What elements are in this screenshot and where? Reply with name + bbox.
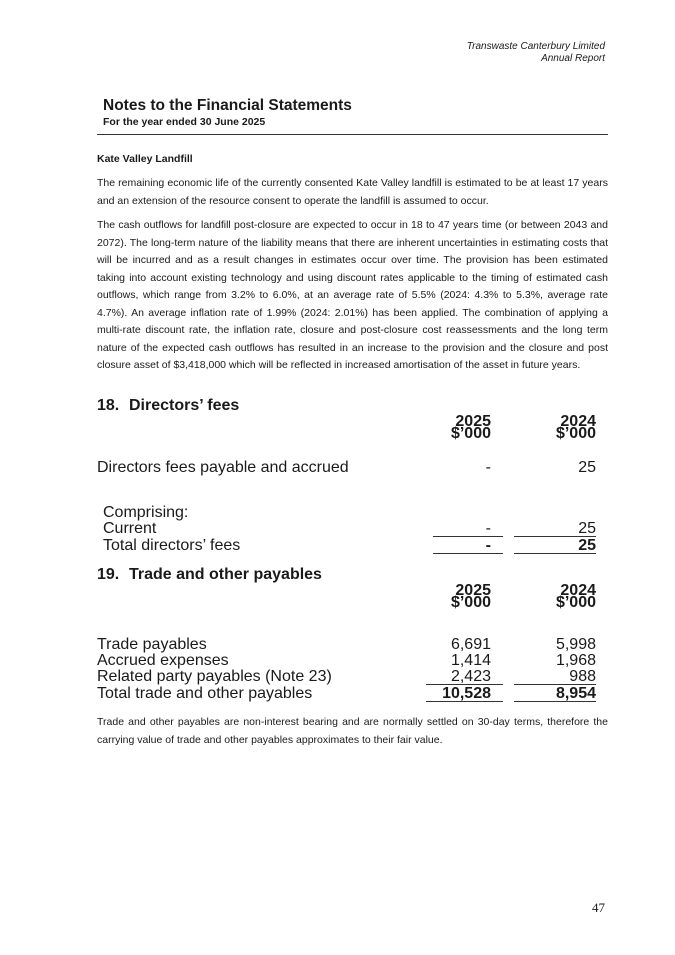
value-2025: 2,423	[450, 668, 491, 685]
page-title: Notes to the Financial Statements	[103, 97, 352, 114]
col-2025-header	[419, 582, 491, 611]
trade-payables-table	[97, 582, 608, 705]
trade-payables-footnote: Trade and other payables are non-interest bearing and are normally settled on 30-day terms, therefore the carrying value of trade and other payables approximates to their fair value.	[97, 716, 608, 746]
col-2025-year: 2025	[455, 413, 491, 430]
subtotal-rule-2025	[433, 536, 503, 537]
kate-valley-paragraph-2: The cash outflows for landfill post-closure are expected to occur in 18 to 47 years time (or between 2043 and 2072). The long-term nature of the liability means that there are inherent uncertainties in estimating costs that will be incurred and as a result changes in estimates occur over time. The provision has been estimated taking into account existing technology and using discount rates applicable to the timing of estimated cash outflows, which range from 3.2% to 6.0%, at an average rate of 5.5% (2024: 4.3% to 5.3%, average rate 4.7%). An average inflation rate of 1.99% (2024: 2.01%) has been applied. The combination of applying a multi-rate discount rate, the inflation rate, closure and post-closure cost reassessments and the long term nature of the expected cash outflows has resulted in an increase to the provision and the closure and post closure asset of $3,418,000 which will be reflected in increased amortisation of the asset in future years.	[97, 219, 608, 371]
value-2024: 8,954	[555, 685, 596, 702]
col-2025-unit: $’000	[450, 594, 491, 611]
col-2024-header	[514, 413, 596, 442]
col-2025-unit: $’000	[450, 425, 491, 442]
document-body	[97, 152, 608, 375]
row-label: Directors fees payable and accrued	[97, 459, 349, 476]
table-row	[97, 506, 608, 520]
value-2025: 1,414	[450, 652, 491, 669]
value-2025: 10,528	[442, 685, 491, 702]
total-rule-2025	[433, 553, 503, 554]
note-19-heading	[97, 568, 322, 582]
note-19-title: Trade and other payables	[129, 566, 322, 583]
value-2024: 25	[578, 520, 596, 537]
table-row	[97, 461, 608, 475]
total-rule-2025	[426, 701, 503, 702]
value-2025: -	[485, 520, 491, 537]
row-label: Current	[103, 520, 157, 537]
col-2024-header	[514, 582, 596, 611]
kate-valley-paragraph-1: The remaining economic life of the currently consented Kate Valley landfill is estimated to be at least 17 years and an extension of the resource consent to operate the landfill is assumed to occur.	[97, 177, 608, 207]
value-2024: 25	[578, 459, 596, 476]
title-divider	[97, 134, 608, 135]
value-2025: 6,691	[450, 636, 491, 653]
report-name: Annual Report	[541, 53, 605, 64]
table-row-total	[97, 687, 608, 701]
value-2025: -	[485, 459, 491, 476]
table-row	[97, 670, 608, 684]
title-block	[103, 97, 608, 129]
page-subtitle: For the year ended 30 June 2025	[103, 116, 266, 128]
col-2025-header	[419, 413, 491, 442]
row-label: Total directors’ fees	[103, 537, 241, 554]
table-row	[97, 522, 608, 536]
total-rule-2024	[514, 553, 596, 554]
row-label: Trade payables	[97, 636, 207, 653]
value-2025: -	[485, 537, 491, 554]
value-2024: 1,968	[555, 652, 596, 669]
table-row	[97, 638, 608, 652]
col-2024-year: 2024	[560, 413, 596, 430]
note-18-heading	[97, 399, 239, 413]
company-name: Transwaste Canterbury Limited	[466, 41, 605, 52]
directors-fees-table	[97, 413, 608, 556]
page-number: 47	[592, 900, 605, 915]
running-header	[467, 41, 605, 65]
table-row	[97, 654, 608, 668]
row-label: Comprising:	[103, 504, 189, 521]
col-2024-unit: $’000	[555, 594, 596, 611]
row-label: Total trade and other payables	[97, 685, 313, 702]
col-2024-unit: $’000	[555, 425, 596, 442]
total-rule-2024	[514, 701, 596, 702]
note-19-number: 19.	[97, 566, 120, 583]
kate-valley-heading: Kate Valley Landfill	[97, 153, 193, 165]
value-2024: 988	[569, 668, 596, 685]
col-2025-year: 2025	[455, 582, 491, 599]
table-row-total	[97, 539, 608, 553]
col-2024-year: 2024	[560, 582, 596, 599]
row-label: Related party payables (Note 23)	[97, 668, 332, 685]
value-2024: 25	[578, 537, 596, 554]
note-18-number: 18.	[97, 397, 120, 414]
row-label: Accrued expenses	[97, 652, 229, 669]
value-2024: 5,998	[555, 636, 596, 653]
note-18-title: Directors’ fees	[129, 397, 240, 414]
